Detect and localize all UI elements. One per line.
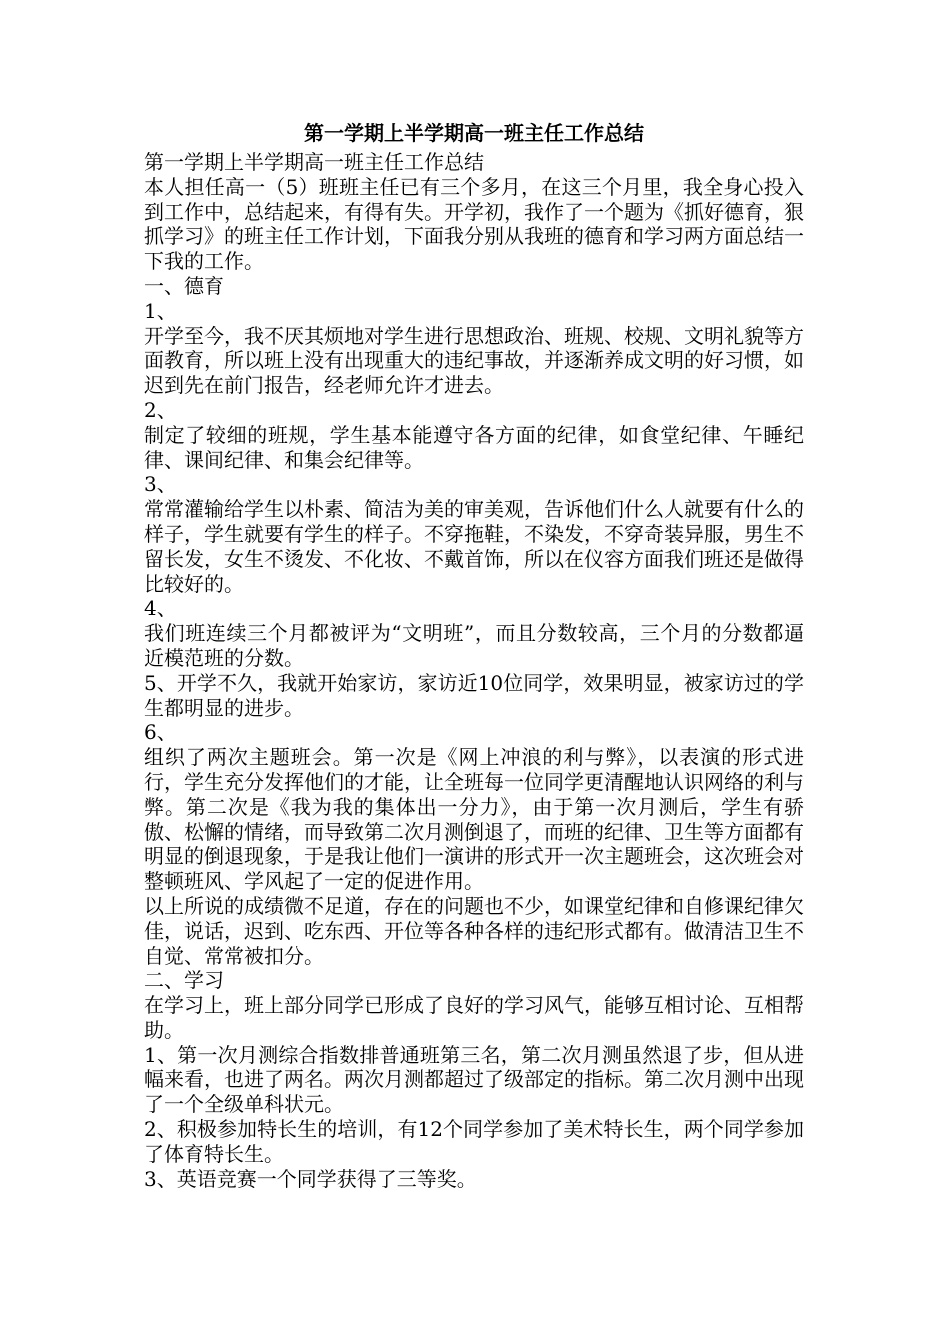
paragraph-problems: 以上所说的成绩微不足道，存在的问题也不少，如课堂纪律和自修课纪律欠佳，说话，迟到、吃东西、开位等各种各样的违纪形式都有。做清洁卫生不自觉、常常被扣分。 — [144, 893, 804, 968]
paragraph-study-3: 3、英语竞赛一个同学获得了三等奖。 — [144, 1166, 477, 1191]
item-number-2: 2、 — [144, 397, 177, 422]
paragraph-item-4: 我们班连续三个月都被评为“文明班”，而且分数较高，三个月的分数都逼近模范班的分数。 — [144, 621, 804, 670]
item-number-6: 6、 — [144, 720, 177, 745]
paragraph-study-1: 1、第一次月测综合指数排普通班第三名，第二次月测虽然退了步，但从进幅来看，也进了两名。两次月测都超过了级部定的指标。第二次月测中出现了一个全级单科状元。 — [144, 1042, 804, 1117]
paragraph-intro: 本人担任高一（5）班班主任已有三个多月，在这三个月里，我全身心投入到工作中，总结起来，有得有失。开学初，我作了一个题为《抓好德育，狠抓学习》的班主任工作计划，下面我分别从我班的德育和学习两方面总结一下我的工作。 — [144, 174, 804, 274]
item-number-1: 1、 — [144, 298, 177, 323]
document-body — [144, 120, 804, 1191]
paragraph-study-2: 2、积极参加特长生的培训，有12个同学参加了美术特长生，两个同学参加了体育特长生。 — [144, 1117, 804, 1166]
item-number-3: 3、 — [144, 472, 177, 497]
section-heading-study: 二、学习 — [144, 968, 224, 993]
paragraph-item-6: 组织了两次主题班会。第一次是《网上冲浪的利与弊》，以表演的形式进行，学生充分发挥他们的才能，让全班每一位同学更清醒地认识网络的利与弊。第二次是《我为我的集体出一分力》，由于第一次月测后，学生有骄傲、松懈的情绪，而导致第二次月测倒退了，而班的纪律、卫生等方面都有明显的倒退现象，于是我让他们一演讲的形式开一次主题班会，这次班会对整顿班风、学风起了一定的促进作用。 — [144, 745, 804, 894]
paragraph-subtitle: 第一学期上半学期高一班主任工作总结 — [144, 150, 484, 174]
item-number-4: 4、 — [144, 596, 177, 621]
document-title: 第一学期上半学期高一班主任工作总结 — [304, 121, 644, 145]
paragraph-study-intro: 在学习上，班上部分同学已形成了良好的学习风气，能够互相讨论、互相帮助。 — [144, 993, 804, 1042]
paragraph-item-5: 5、开学不久，我就开始家访，家访近10位同学，效果明显，被家访过的学生都明显的进步。 — [144, 670, 804, 720]
paragraph-item-1: 开学至今，我不厌其烦地对学生进行思想政治、班规、校规、文明礼貌等方面教育，所以班上没有出现重大的违纪事故，并逐渐养成文明的好习惯，如迟到先在前门报告，经老师允许才进去。 — [144, 323, 804, 398]
paragraph-item-2: 制定了较细的班规，学生基本能遵守各方面的纪律，如食堂纪律、午睡纪律、课间纪律、和集会纪律等。 — [144, 422, 804, 472]
paragraph-item-3: 常常灌输给学生以朴素、简洁为美的审美观，告诉他们什么人就要有什么的样子，学生就要有学生的样子。不穿拖鞋，不染发，不穿奇装异服，男生不留长发，女生不烫发、不化妆、不戴首饰，所以在仪容方面我们班还是做得比较好的。 — [144, 497, 804, 596]
section-heading-moral: 一、德育 — [144, 273, 224, 298]
